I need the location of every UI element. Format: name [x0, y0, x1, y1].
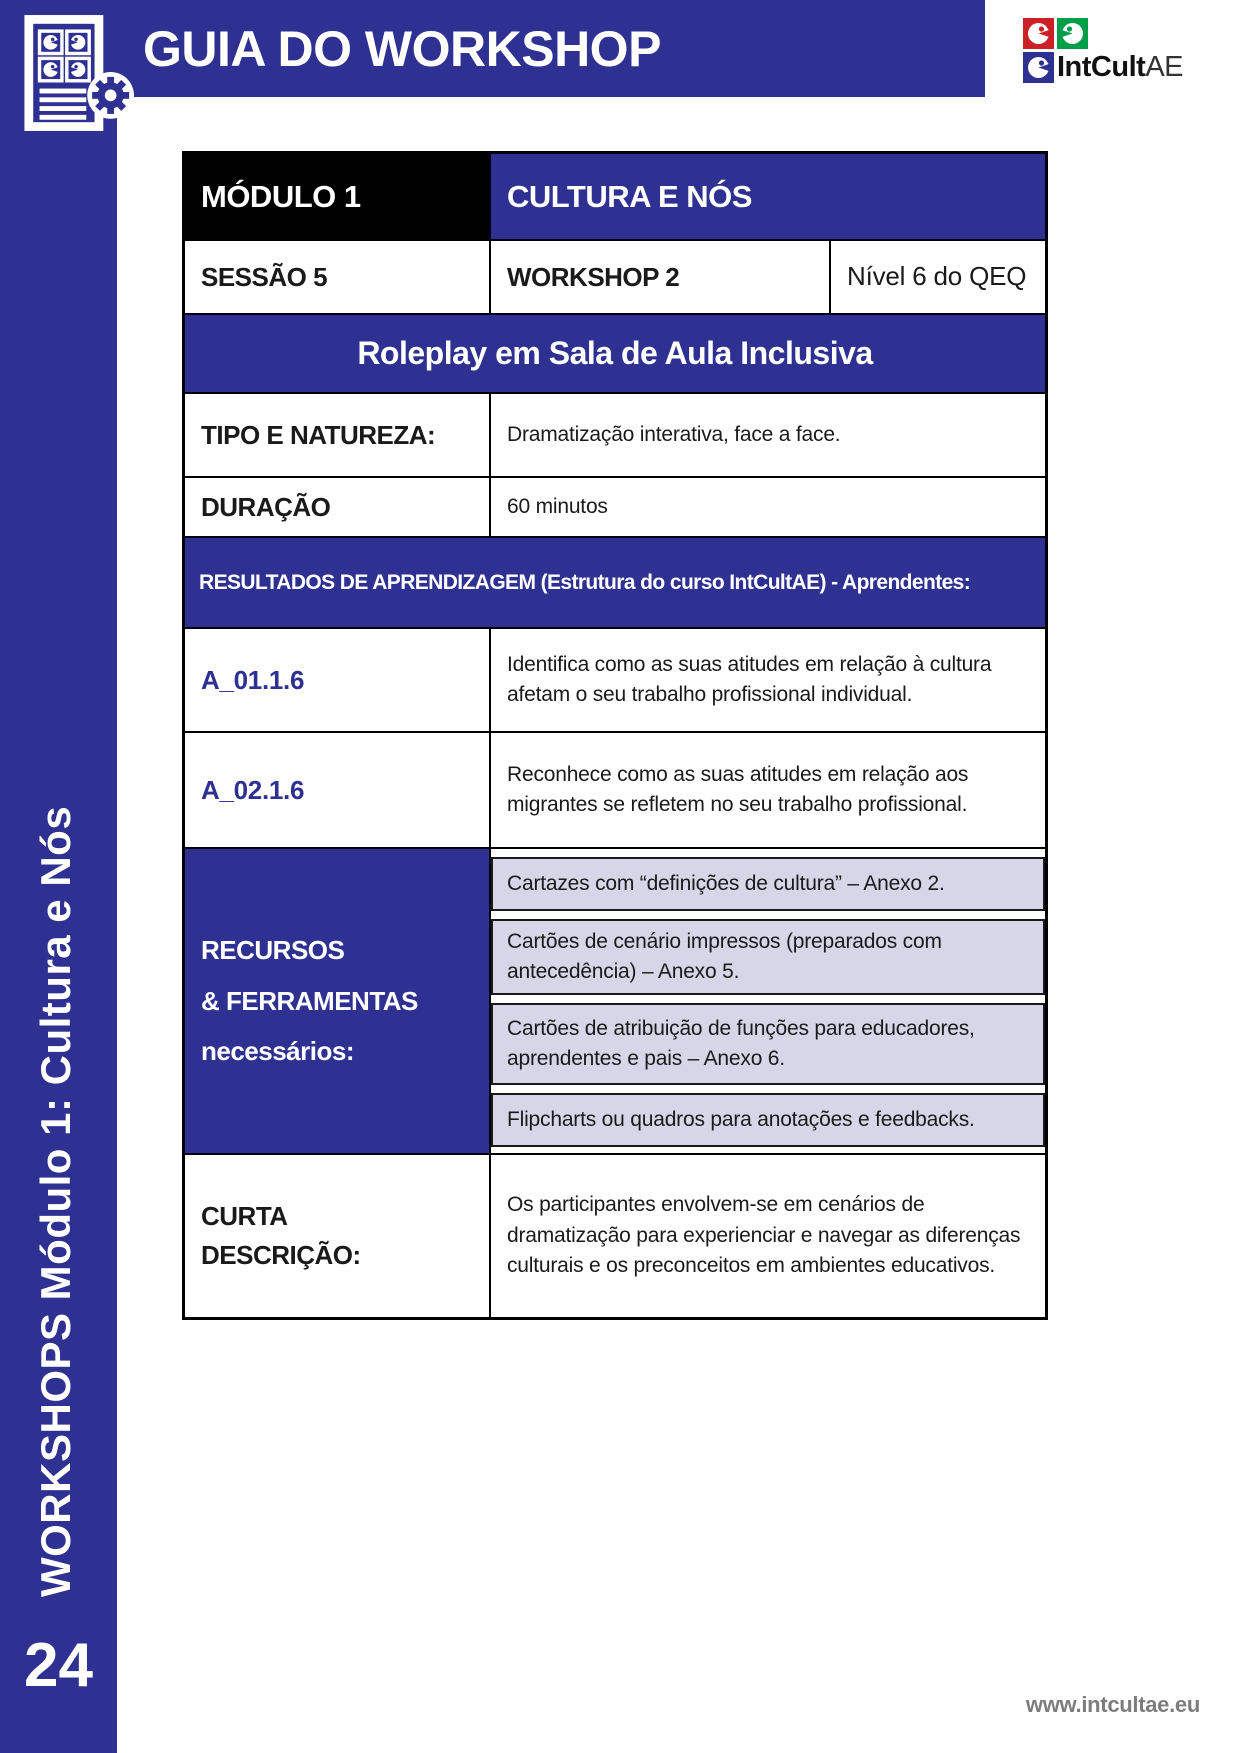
resources-item: Flipcharts ou quadros para anotações e feedbacks.: [491, 1093, 1045, 1147]
footer-url[interactable]: www.intcultae.eu: [1025, 1692, 1200, 1717]
document-gear-icon: [22, 14, 134, 137]
logo-wordmark: [1057, 52, 1183, 83]
resources-label-line: necessários:: [201, 1036, 354, 1067]
duration-row: [185, 478, 1045, 538]
resources-items-list: [491, 849, 1045, 1153]
page-number: 24: [24, 1631, 93, 1700]
intcultae-logo: [1023, 18, 1183, 83]
description-row: [185, 1155, 1045, 1317]
logo-face-red-icon: [1023, 18, 1054, 49]
activity-title-banner: [185, 315, 1045, 394]
module-title: CULTURA E NÓS: [507, 178, 752, 214]
outcome-text: Reconhece como as suas atitudes em relação aos migrantes se refletem no seu trabalho profissional.: [507, 762, 969, 816]
resources-row: [185, 849, 1045, 1155]
resources-label-cell: [185, 849, 491, 1153]
resources-item: Cartões de cenário impressos (preparados com antecedência) – Anexo 5.: [491, 919, 1045, 995]
workshop-label: WORKSHOP 2: [507, 261, 680, 292]
outcome-row-2: [185, 733, 1045, 849]
logo-text-light: AE: [1145, 51, 1183, 83]
duration-value-cell: [491, 478, 1045, 536]
duration-label: DURAÇÃO: [201, 491, 331, 522]
module-title-cell: [491, 154, 1045, 239]
session-label: SESSÃO 5: [201, 261, 328, 292]
outcome-text: Identifica como as suas atitudes em relação à cultura afetam o seu trabalho profissional individual.: [507, 652, 992, 706]
resources-item: Cartões de atribuição de funções para educadores, aprendentes e pais – Anexo 6.: [491, 1003, 1045, 1085]
qeq-level-cell: [831, 241, 1045, 313]
workshop-cell: [491, 241, 831, 313]
logo-bottom-row: [1023, 52, 1183, 83]
duration-label-cell: [185, 478, 491, 536]
workshop-table: [182, 151, 1048, 1320]
outcome-code: A_01.1.6: [201, 664, 305, 695]
outcomes-header: RESULTADOS DE APRENDIZAGEM (Estrutura do curso IntCultAE) - Aprendentes:: [199, 570, 971, 594]
outcome-code-cell: [185, 629, 491, 731]
description-label-cell: [185, 1155, 491, 1317]
qeq-level-label: Nível 6 do QEQ: [847, 261, 1027, 292]
duration-value: 60 minutos: [507, 494, 608, 518]
outcome-code-cell: [185, 733, 491, 847]
logo-face-green-icon: [1057, 18, 1088, 49]
resources-label-line: & FERRAMENTAS: [201, 985, 418, 1016]
description-value: Os participantes envolvem-se em cenários de dramatização para experienciar e navegar as diferenças culturais e os preconceitos em ambientes educativos.: [507, 1193, 1021, 1278]
gear-icon: [92, 77, 129, 114]
logo-top-row: [1023, 18, 1183, 49]
type-value-cell: [491, 394, 1045, 476]
logo-face-blue-icon: [1023, 52, 1054, 83]
module-row: [185, 154, 1045, 241]
resources-item: Cartazes com “definições de cultura” – Anexo 2.: [491, 857, 1045, 911]
session-cell: [185, 241, 491, 313]
type-row: [185, 394, 1045, 478]
logo-text-bold: IntCult: [1057, 51, 1146, 83]
outcome-code: A_02.1.6: [201, 774, 305, 805]
sidebar-vertical-label: WORKSHOPS Módulo 1: Cultura e Nós: [32, 805, 79, 1597]
description-value-cell: [491, 1155, 1045, 1317]
type-value: Dramatização interativa, face a face.: [507, 422, 841, 446]
outcome-row-1: [185, 629, 1045, 733]
type-label-cell: [185, 394, 491, 476]
outcomes-header-banner: [185, 538, 1045, 629]
module-label-cell: [185, 154, 491, 239]
page-title: GUIA DO WORKSHOP: [143, 21, 661, 77]
description-label: CURTA DESCRIÇÃO:: [201, 1201, 361, 1270]
activity-title: Roleplay em Sala de Aula Inclusiva: [357, 335, 873, 371]
module-label: MÓDULO 1: [201, 178, 361, 214]
resources-label-line: RECURSOS: [201, 934, 345, 965]
type-label: TIPO E NATUREZA:: [201, 419, 436, 450]
outcome-text-cell: [491, 733, 1045, 847]
session-row: [185, 241, 1045, 315]
outcome-text-cell: [491, 629, 1045, 731]
